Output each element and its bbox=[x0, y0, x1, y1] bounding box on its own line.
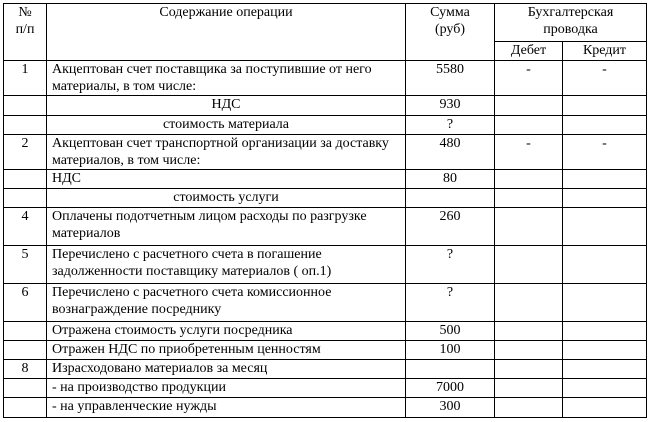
row-num: 1 bbox=[4, 61, 47, 96]
table-row bbox=[4, 116, 647, 135]
row-credit bbox=[563, 170, 647, 189]
row-text: Израсходовано материалов за месяц bbox=[47, 360, 406, 379]
row-sum: ? bbox=[406, 246, 495, 284]
row-credit bbox=[563, 208, 647, 246]
table-row bbox=[4, 208, 647, 246]
header-sum: Сумма (руб) bbox=[406, 4, 495, 61]
header-num: № п/п bbox=[4, 4, 47, 61]
row-debit bbox=[495, 246, 563, 284]
table-row bbox=[4, 284, 647, 322]
row-text: НДС bbox=[47, 96, 406, 116]
operations-table bbox=[3, 3, 647, 418]
row-credit bbox=[563, 360, 647, 379]
table-row bbox=[4, 135, 647, 170]
row-debit bbox=[495, 170, 563, 189]
row-debit: - bbox=[495, 61, 563, 96]
row-sum: 5580 bbox=[406, 61, 495, 96]
row-debit: - bbox=[495, 135, 563, 170]
row-text: Перечислено с расчетного счета в погашение задолженности поставщику материалов ( оп.1) bbox=[47, 246, 406, 284]
row-debit bbox=[495, 189, 563, 208]
table-row bbox=[4, 96, 647, 116]
table-row bbox=[4, 322, 647, 341]
table-row bbox=[4, 341, 647, 360]
row-debit bbox=[495, 322, 563, 341]
table-row bbox=[4, 360, 647, 379]
row-sum: 80 bbox=[406, 170, 495, 189]
row-num bbox=[4, 116, 47, 135]
row-credit bbox=[563, 189, 647, 208]
row-num: 8 bbox=[4, 360, 47, 379]
row-debit bbox=[495, 360, 563, 379]
row-num: 4 bbox=[4, 208, 47, 246]
row-credit bbox=[563, 116, 647, 135]
row-num: 5 bbox=[4, 246, 47, 284]
table-row bbox=[4, 398, 647, 418]
row-text: стоимость материала bbox=[47, 116, 406, 135]
row-credit bbox=[563, 341, 647, 360]
row-num bbox=[4, 170, 47, 189]
table-row bbox=[4, 379, 647, 398]
row-credit bbox=[563, 379, 647, 398]
row-num bbox=[4, 341, 47, 360]
row-debit bbox=[495, 96, 563, 116]
row-sum: 930 bbox=[406, 96, 495, 116]
table-row bbox=[4, 246, 647, 284]
row-sum: ? bbox=[406, 116, 495, 135]
row-text: Перечислено с расчетного счета комиссионное вознаграждение посреднику bbox=[47, 284, 406, 322]
row-text: Акцептован счет поставщика за поступившие от него материалы, в том числе: bbox=[47, 61, 406, 96]
row-debit bbox=[495, 116, 563, 135]
row-debit bbox=[495, 284, 563, 322]
row-debit bbox=[495, 341, 563, 360]
row-sum bbox=[406, 360, 495, 379]
table-row bbox=[4, 170, 647, 189]
header-debit: Дебет bbox=[495, 42, 563, 61]
row-num: 6 bbox=[4, 284, 47, 322]
row-sum: 260 bbox=[406, 208, 495, 246]
row-credit: - bbox=[563, 61, 647, 96]
row-credit bbox=[563, 398, 647, 418]
row-credit bbox=[563, 246, 647, 284]
row-num bbox=[4, 379, 47, 398]
row-text: стоимость услуги bbox=[47, 189, 406, 208]
row-text: Акцептован счет транспортной организации за доставку материалов, в том числе: bbox=[47, 135, 406, 170]
row-debit bbox=[495, 208, 563, 246]
row-text: Оплачены подотчетным лицом расходы по разгрузке материалов bbox=[47, 208, 406, 246]
row-sum: 300 bbox=[406, 398, 495, 418]
row-sum: 480 bbox=[406, 135, 495, 170]
row-text: Отражена стоимость услуги посредника bbox=[47, 322, 406, 341]
table-row bbox=[4, 189, 647, 208]
row-sum: 7000 bbox=[406, 379, 495, 398]
row-text: - на производство продукции bbox=[47, 379, 406, 398]
row-sum: 100 bbox=[406, 341, 495, 360]
row-text: - на управленческие нужды bbox=[47, 398, 406, 418]
row-num bbox=[4, 96, 47, 116]
row-debit bbox=[495, 398, 563, 418]
row-num bbox=[4, 398, 47, 418]
table-body bbox=[4, 61, 647, 418]
row-text: НДС bbox=[47, 170, 406, 189]
row-text: Отражен НДС по приобретенным ценностям bbox=[47, 341, 406, 360]
row-sum: ? bbox=[406, 284, 495, 322]
row-sum bbox=[406, 189, 495, 208]
row-credit bbox=[563, 284, 647, 322]
row-debit bbox=[495, 379, 563, 398]
header-credit: Кредит bbox=[563, 42, 647, 61]
row-num bbox=[4, 322, 47, 341]
row-credit bbox=[563, 322, 647, 341]
table-row bbox=[4, 61, 647, 96]
header-content: Содержание операции bbox=[47, 4, 406, 61]
row-credit: - bbox=[563, 135, 647, 170]
header-posting: Бухгалтерская проводка bbox=[495, 4, 647, 42]
row-sum: 500 bbox=[406, 322, 495, 341]
row-num bbox=[4, 189, 47, 208]
row-num: 2 bbox=[4, 135, 47, 170]
header-row bbox=[4, 4, 647, 42]
row-credit bbox=[563, 96, 647, 116]
